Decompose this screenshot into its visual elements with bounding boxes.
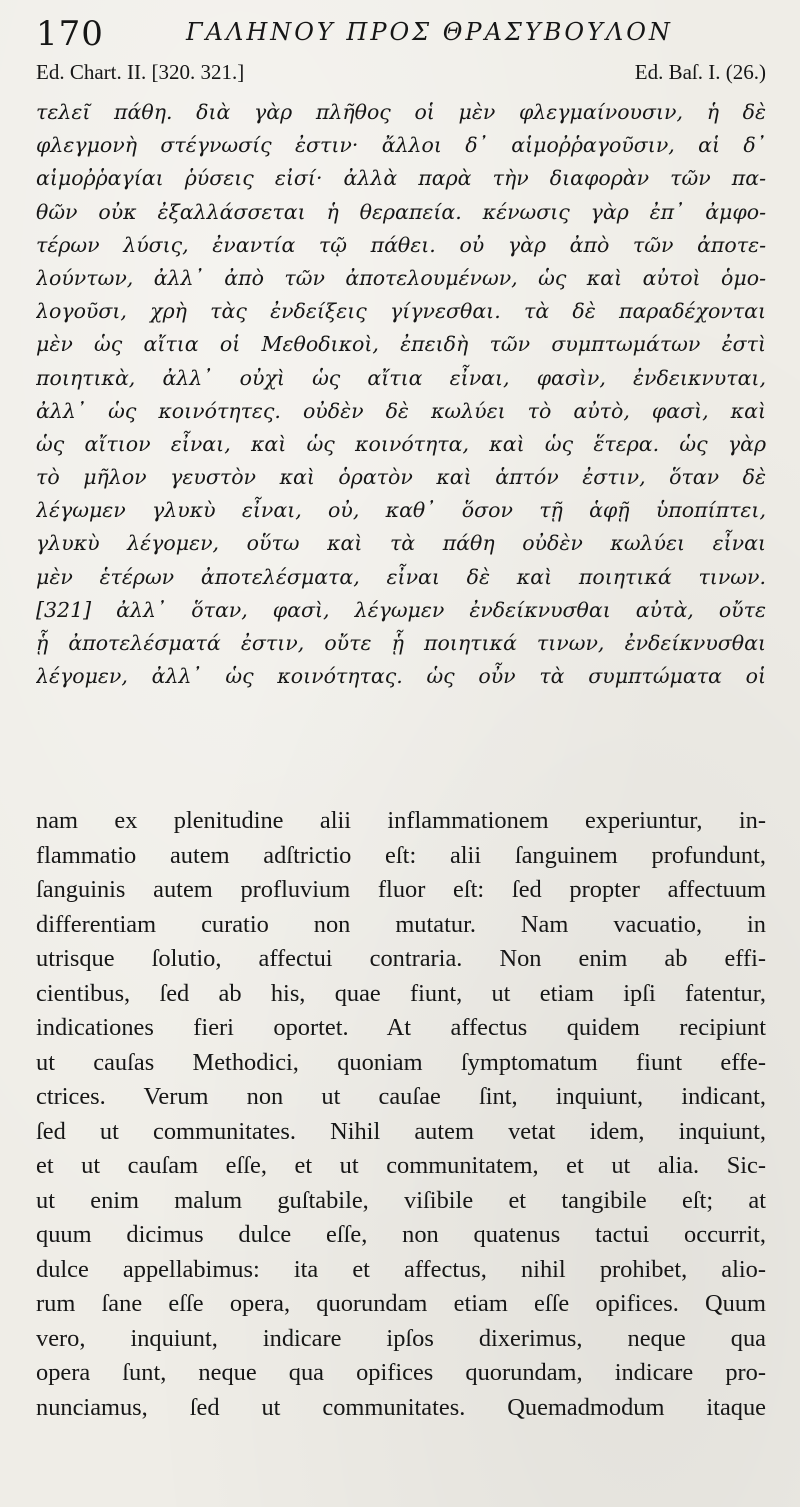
latin-text-line: vero, inquiunt, indicare ipſos dixerimus, neque qua (36, 1324, 766, 1352)
greek-text-line: μὲν ἑτέρων ἀποτελέσματα, εἶναι δὲ καὶ ποιητικά τινων. (36, 564, 766, 589)
latin-text-line: indicationes fieri oportet. At affectus quidem recipiunt (36, 1014, 766, 1041)
latin-text-line: differentiam curatio non mutatur. Nam vacuatio, in (36, 910, 766, 938)
greek-text-line: τέρων λύσις, ἐναντία τῷ πάθει. οὐ γὰρ ἀπὸ τῶν ἀποτε- (36, 232, 766, 257)
latin-text-line: flammatio autem adſtrictio eſt: alii ſanguinem profundunt, (36, 841, 766, 869)
latin-text-line: quum dicimus dulce eſſe, non quatenus tactui occurrit, (36, 1221, 766, 1248)
greek-text-line: ᾗ ἀποτελέσματά ἐστιν, οὔτε ᾗ ποιητικά τινων, ἐνδείκνυσθαι (36, 631, 766, 655)
greek-text-line: [321] ἀλλ᾽ ὅταν, φασὶ, λέγωμεν ἐνδείκνυσθαι αὐτὰ, οὔτε (36, 597, 766, 622)
latin-text-line: rum ſane eſſe opera, quorundam etiam eſſe opifices. Quum (36, 1290, 766, 1317)
greek-text-line: ποιητικὰ, ἀλλ᾽ οὐχὶ ὡς αἴτια εἶναι, φασὶν, ἐνδεικνυται, (36, 365, 766, 390)
latin-text-line: cientibus, ſed ab his, quae fiunt, ut etiam ipſi fatentur, (36, 979, 766, 1007)
edition-reference-chartier: Ed. Chart. II. [320. 321.] (36, 60, 245, 84)
latin-text-line: ſanguinis autem profluvium fluor eſt: ſed propter affectuum (36, 876, 766, 903)
latin-text-line: utrisque ſolutio, affectui contraria. Non enim ab effi- (36, 945, 766, 972)
edition-reference-basel: Ed. Baſ. I. (26.) (634, 60, 766, 84)
latin-text-line: nam ex plenitudine alii inflammationem experiuntur, in- (36, 807, 766, 834)
latin-text-line: nunciamus, ſed ut communitates. Quemadmodum itaque (36, 1393, 766, 1421)
latin-text-line: dulce appellabimus: ita et affectus, nihil prohibet, alio- (36, 1255, 766, 1283)
greek-text-line: φλεγμονὴ στέγνωσίς ἐστιν· ἄλλοι δ᾽ αἱμοῤῥαγοῦσιν, αἱ δ᾽ (36, 133, 766, 158)
greek-text-line: τελεῖ πάθη. διὰ γὰρ πλῆθος οἱ μὲν φλεγμαίνουσιν, ἡ δὲ (36, 100, 766, 124)
greek-text-line: τὸ μῆλον γευστὸν καὶ ὁρατὸν καὶ ἁπτόν ἐστιν, ὅταν δὲ (36, 465, 766, 490)
latin-text-line: et ut cauſam eſſe, et ut communitatem, et ut alia. Sic- (36, 1152, 766, 1179)
latin-text-line: ut cauſas Methodici, quoniam ſymptomatum fiunt effe- (36, 1048, 766, 1076)
latin-text-line: opera ſunt, neque qua opifices quorundam, indicare pro- (36, 1359, 766, 1386)
greek-text-line: λέγωμεν γλυκὺ εἶναι, οὐ, καθ᾽ ὅσον τῇ ἁφῇ ὑποπίπτει, (36, 498, 766, 523)
greek-text-line: γλυκὺ λέγομεν, οὕτω καὶ τὰ πάθη οὐδὲν κωλύει εἶναι (36, 531, 766, 556)
latin-text-line: ſed ut communitates. Nihil autem vetat idem, inquiunt, (36, 1117, 766, 1145)
latin-text-line: ut enim malum guſtabile, viſibile et tangibile eſt; at (36, 1186, 766, 1214)
greek-text-block (36, 96, 766, 693)
greek-text-line: αἱμοῤῥαγίαι ῥύσεις εἰσί· ἀλλὰ παρὰ τὴν διαφορὰν τῶν πα- (36, 166, 766, 191)
latin-text-block (36, 804, 766, 1425)
greek-text-line: λέγομεν, ἀλλ᾽ ὡς κοινότητας. ὡς οὖν τὰ συμπτώματα οἱ (36, 664, 766, 689)
greek-text-line: ἀλλ᾽ ὡς κοινότητες. οὐδὲν δὲ κωλύει τὸ αὐτὸ, φασὶ, καὶ (36, 398, 766, 423)
greek-text-line: μὲν ὡς αἴτια οἱ Μεθοδικοὶ, ἐπειδὴ τῶν συμπτωμάτων ἐστὶ (36, 332, 766, 357)
page-number: 170 (36, 14, 104, 54)
edition-reference-line (36, 60, 766, 90)
greek-text-line: θῶν οὐκ ἐξαλλάσσεται ἡ θεραπεία. κένωσις γὰρ ἐπ᾽ ἀμφο- (36, 199, 766, 224)
greek-text-line: ὡς αἴτιον εἶναι, καὶ ὡς κοινότητα, καὶ ὡς ἕτερα. ὡς γὰρ (36, 431, 766, 456)
greek-text-line: λογοῦσι, χρὴ τὰς ἐνδείξεις γίγνεσθαι. τὰ δὲ παραδέχονται (36, 299, 766, 324)
greek-text-line: λούντων, ἀλλ᾽ ἀπὸ τῶν ἀποτελουμένων, ὡς καὶ αὐτοὶ ὁμο- (36, 265, 766, 290)
running-head (36, 14, 766, 54)
latin-text-line: ctrices. Verum non ut cauſae ſint, inquiunt, indicant, (36, 1083, 766, 1110)
running-title: ΓΑΛΗΝΟΥ ΠΡΟΣ ΘΡΑΣΥΒΟΥΛΟΝ (186, 18, 673, 46)
